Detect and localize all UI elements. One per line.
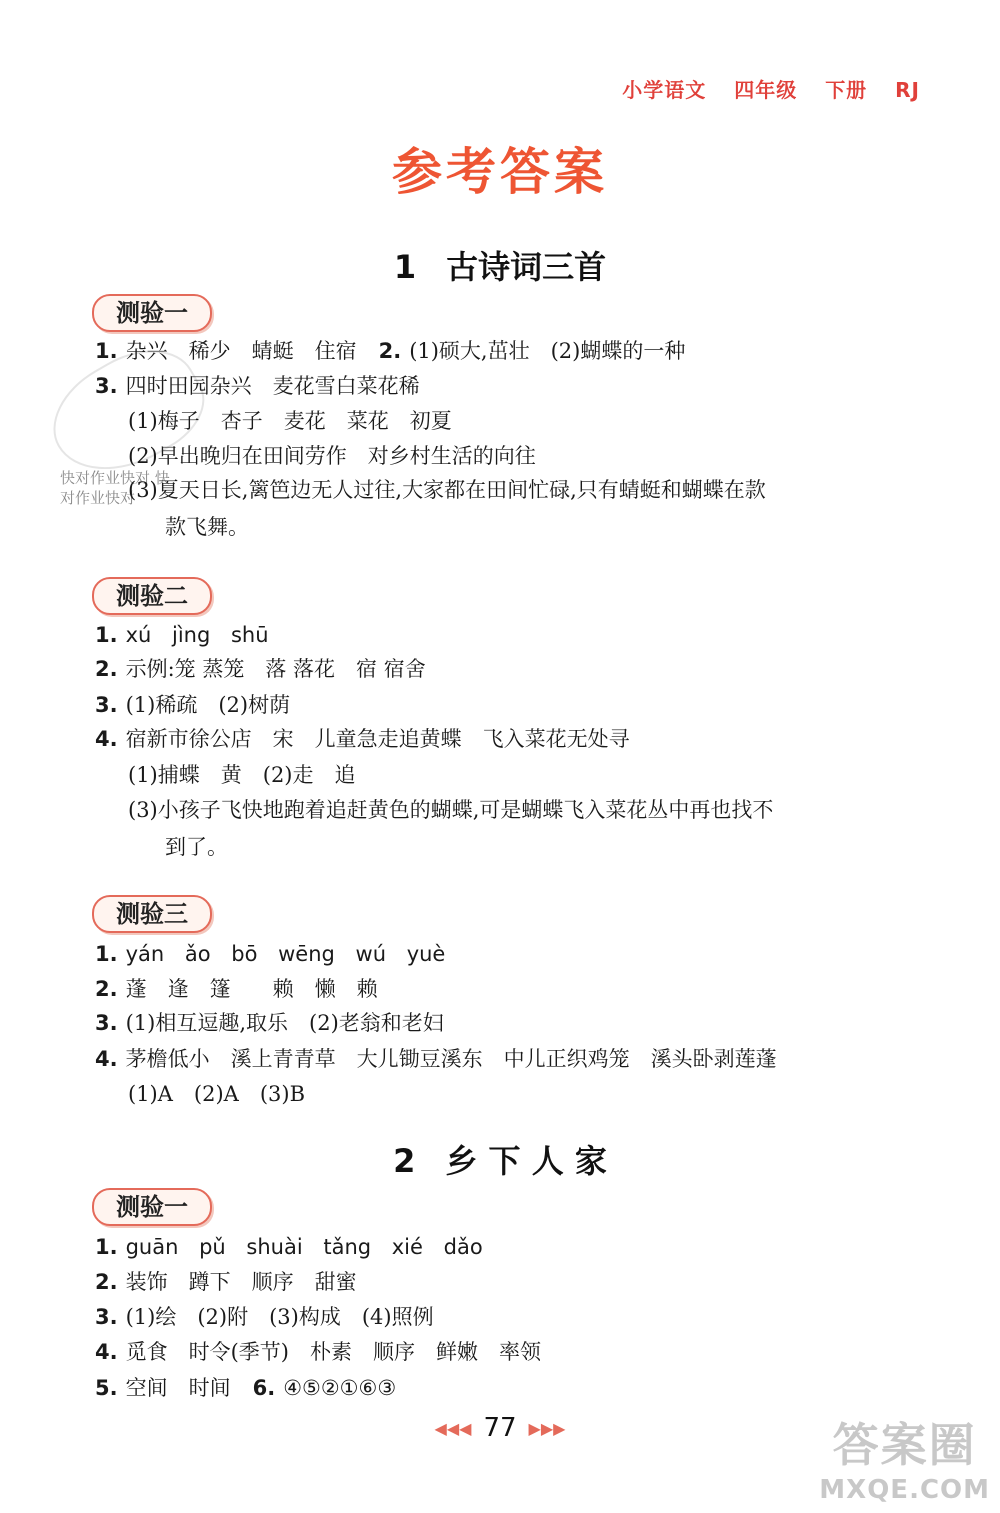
watermark-line2: MXQE.COM (819, 1475, 990, 1505)
lesson-name: 乡 下 人 家 (445, 1142, 607, 1180)
answer-line: (3)小孩子飞快地跑着追赶黄色的蝴蝶,可是蝴蝶飞入菜花丛中再也找不 (128, 798, 774, 822)
answer-line: 1. 杂兴 稀少 蜻蜓 住宿 2. (1)硕大,茁壮 (2)蝴蝶的一种 (95, 339, 686, 363)
answer-line: 款飞舞。 (165, 515, 249, 539)
answer-line: (1)A (2)A (3)B (128, 1082, 306, 1106)
page-number: 77 (483, 1413, 517, 1443)
answer-line: 5. 空间 时间 6. ④⑤②①⑥③ (95, 1376, 397, 1400)
answer-line: 4. 茅檐低小 溪上青青草 大儿锄豆溪东 中儿正织鸡笼 溪头卧剥莲蓬 (95, 1047, 777, 1071)
answer-line: 3. (1)绘 (2)附 (3)构成 (4)照例 (95, 1305, 434, 1329)
lesson-number: 2 (393, 1142, 416, 1180)
page-title: 参考答案 (392, 143, 608, 201)
answer-line: (2)早出晚归在田间劳作 对乡村生活的向往 (128, 444, 536, 468)
answer-line: (1)捕蝶 黄 (2)走 追 (128, 763, 356, 787)
lesson-name: 古诗词三首 (446, 248, 607, 286)
answer-line: 1. xú jìng shū (95, 623, 269, 647)
grade-label: 四年级 (734, 78, 798, 102)
lesson-2-title (0, 1136, 1000, 1182)
left-arrows-icon: ◀◀◀ (434, 1419, 472, 1438)
answer-line: 1. yán ǎo bō wēng wú yuè (95, 942, 446, 966)
answer-line: 4. 宿新市徐公店 宋 儿童急走追黄蝶 飞入菜花无处寻 (95, 727, 630, 751)
answer-line: 1. guān pǔ shuài tǎng xié dǎo (95, 1235, 483, 1259)
lesson-1-title (0, 242, 1000, 288)
stamp-text: 快对作业快对 快对作业快对 (60, 469, 170, 507)
answer-line: (1)梅子 杏子 麦花 菜花 初夏 (128, 409, 452, 433)
answer-line: 3. (1)相互逗趣,取乐 (2)老翁和老妇 (95, 1011, 444, 1035)
answer-line: 2. 示例:笼 蒸笼 落 落花 宿 宿舍 (95, 657, 426, 681)
answer-line: 2. 蓬 逢 篷 赖 懒 赖 (95, 977, 378, 1001)
volume-label: 下册 (825, 78, 868, 102)
answer-line: 2. 装饰 蹲下 顺序 甜蜜 (95, 1270, 357, 1294)
answer-line: 4. 觅食 时令(季节) 朴素 顺序 鲜嫩 率领 (95, 1340, 541, 1364)
test-badge: 测验二 (92, 577, 212, 615)
test-badge: 测验一 (92, 1188, 212, 1226)
watermark (819, 1409, 990, 1505)
subject-label: 小学语文 (622, 78, 707, 102)
lesson-number: 1 (393, 248, 417, 286)
edition-label: RJ (895, 78, 920, 102)
right-arrows-icon: ▶▶▶ (528, 1419, 566, 1438)
answer-line: (3)夏天日长,篱笆边无人过往,大家都在田间忙碌,只有蜻蜓和蝴蝶在款 (128, 478, 766, 502)
watermark-line1: 答案圈 (832, 1418, 977, 1472)
answer-line: 3. (1)稀疏 (2)树荫 (95, 693, 291, 717)
book-info-header (602, 74, 920, 103)
answer-line: 3. 四时田园杂兴 麦花雪白菜花稀 (95, 374, 420, 398)
test-badge: 测验三 (92, 895, 212, 933)
answer-line: 到了。 (165, 835, 228, 859)
test-badge: 测验一 (92, 294, 212, 332)
